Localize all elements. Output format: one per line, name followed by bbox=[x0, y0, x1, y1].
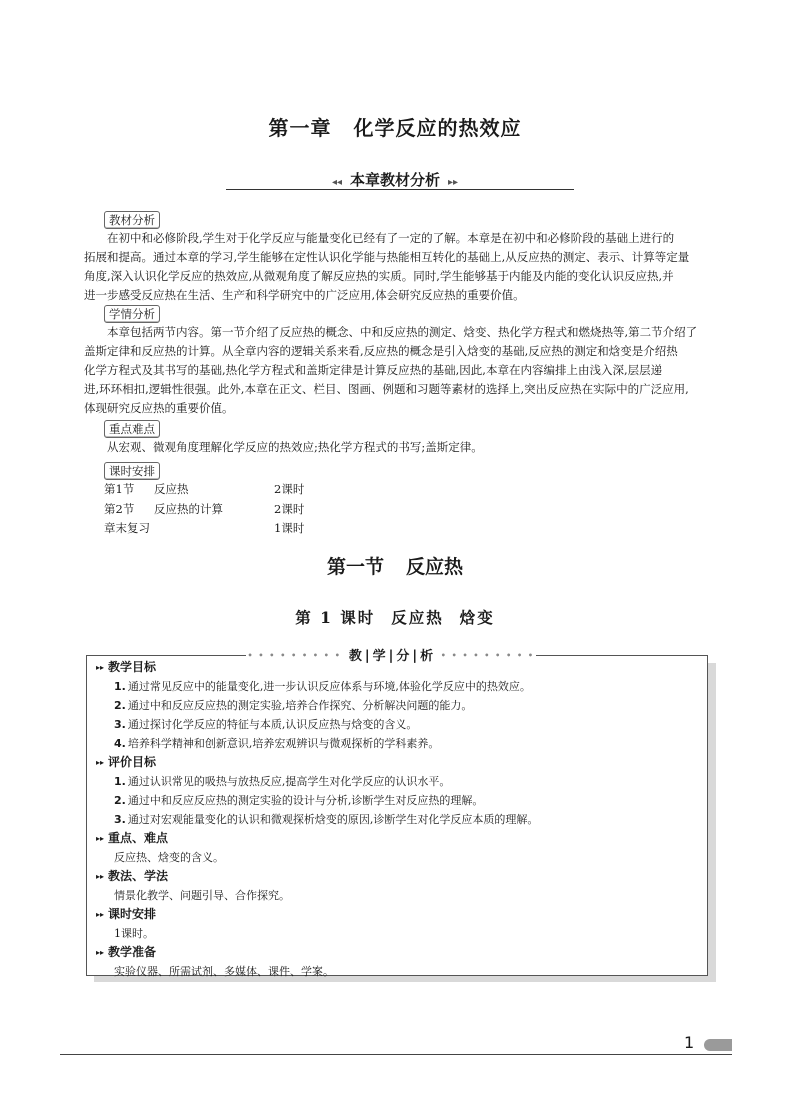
key-points-tag: 重点难点 bbox=[104, 420, 160, 438]
chapter-analysis-header bbox=[0, 169, 790, 190]
list-item: 3. 通过探讨化学反应的特征与本质,认识反应热与焓变的含义。 bbox=[114, 718, 418, 731]
chevron-icon: ▸▸ bbox=[96, 834, 105, 843]
text-line: 角度,深入认识化学反应的热效应,从微观角度了解反应热的实质。同时,学生能够基于内能及内能的变化认识反应热,并 bbox=[84, 269, 674, 283]
methods-text: 情景化教学、问题引导、合作探究。 bbox=[114, 889, 290, 902]
textbook-analysis-tag: 教材分析 bbox=[104, 211, 160, 229]
text-line: 化学方程式及其书写的基础,热化学方程式和盖斯定律是计算反应热的基础,因此,本章在内容编排上由浅入深,层层递 bbox=[84, 363, 663, 377]
list-item: 4. 培养科学精神和创新意识,培养宏观辨识与微观探析的学科素养。 bbox=[114, 737, 440, 750]
section-title: 第一节 反应热 bbox=[326, 556, 464, 578]
list-item: 3. 通过对宏观能量变化的认识和微观探析焓变的原因,诊断学生对化学反应本质的理解。 bbox=[114, 813, 539, 826]
text-line: 进,环环相扣,逻辑性很强。此外,本章在正文、栏目、图画、例题和习题等素材的选择上,突出反应热在实际中的广泛应用, bbox=[84, 382, 689, 396]
chevron-icon: ▸▸ bbox=[96, 910, 105, 919]
header-rule bbox=[226, 189, 574, 190]
list-item: 2. 通过中和反应反应热的测定实验的设计与分析,诊断学生对反应热的理解。 bbox=[114, 794, 484, 807]
student-analysis-tag: 学情分析 bbox=[104, 305, 160, 323]
page-number: 1 bbox=[684, 1033, 695, 1052]
chevron-icon: ▸▸ bbox=[96, 948, 105, 957]
text-line: 拓展和提高。通过本章的学习,学生能够在定性认识化学能与热能相互转化的基础上,从反应热的测定、表示、计算等定量 bbox=[84, 250, 690, 264]
text-line: 本章包括两节内容。第一节介绍了反应热的概念、中和反应热的测定、焓变、热化学方程式和燃烧热等,第二节介绍了 bbox=[107, 325, 698, 339]
chapter-name: 化学反应的热效应 bbox=[353, 116, 522, 140]
key-points-line: 从宏观、微观角度理解化学反应的热效应;热化学方程式的书写;盖斯定律。 bbox=[107, 440, 483, 454]
student-analysis-text bbox=[84, 323, 704, 418]
prep-heading: ▸▸ 教学准备 bbox=[96, 945, 157, 959]
schedule-tag: 课时安排 bbox=[104, 462, 160, 480]
list-item: 1. 通过认识常见的吸热与放热反应,提高学生对化学反应的认识水平。 bbox=[114, 775, 451, 788]
schedule-table bbox=[104, 480, 304, 539]
text-line: 盖斯定律和反应热的计算。从全章内容的逻辑关系来看,反应热的概念是引入焓变的基础,反应热的测定和焓变是介绍热 bbox=[84, 344, 678, 358]
schedule-row: 第1节 反应热 2课时 bbox=[104, 482, 305, 496]
list-item: 1. 通过常见反应中的能量变化,进一步认识反应体系与环境,体验化学反应中的热效应。 bbox=[114, 680, 531, 693]
chapter-number: 第一章 bbox=[268, 116, 332, 140]
goals-heading: ▸▸ 教学目标 bbox=[96, 660, 157, 674]
chevron-icon: ▸▸ bbox=[96, 872, 105, 881]
list-item: 2. 通过中和反应反应热的测定实验,培养合作探究、分析解决问题的能力。 bbox=[114, 699, 473, 712]
page-tab bbox=[704, 1039, 732, 1051]
prep-text: 实验仪器、所需试剂、多媒体、课件、学案。 bbox=[114, 965, 334, 978]
chevron-icon: ▸▸ bbox=[96, 758, 105, 767]
chapter-title bbox=[0, 112, 790, 141]
evaluation-heading: ▸▸ 评价目标 bbox=[96, 755, 157, 769]
hours-heading: ▸▸ 课时安排 bbox=[96, 907, 157, 921]
key-points-text bbox=[84, 438, 704, 457]
methods-heading: ▸▸ 教法、学法 bbox=[96, 869, 169, 883]
left-arrows-icon: ◂◂ bbox=[331, 177, 342, 188]
textbook-analysis-text bbox=[84, 229, 704, 305]
text-line: 体现研究反应热的重要价值。 bbox=[84, 401, 234, 415]
schedule-row: 第2节 反应热的计算 2课时 bbox=[104, 501, 305, 516]
teaching-analysis-header: • • • • • • • • • 教 | 学 | 分 | 析 • • • • • • • • • bbox=[246, 646, 536, 667]
text-line: 进一步感受反应热在生活、生产和科学研究中的广泛应用,体会研究反应热的重要价值。 bbox=[84, 288, 525, 302]
chevron-icon: ▸▸ bbox=[96, 663, 105, 672]
chapter-analysis-title: 本章教材分析 bbox=[349, 171, 440, 189]
footer-rule bbox=[60, 1054, 732, 1055]
schedule-row: 章末复习 1课时 bbox=[104, 521, 305, 535]
key-difficulties-heading: ▸▸ 重点、难点 bbox=[96, 831, 169, 845]
hours-text: 1课时。 bbox=[114, 927, 154, 940]
lesson-title: 第 1 课时 反应热 焓变 bbox=[295, 608, 495, 627]
right-arrows-icon: ▸▸ bbox=[448, 177, 459, 188]
key-difficulties-text: 反应热、焓变的含义。 bbox=[114, 851, 224, 864]
text-line: 在初中和必修阶段,学生对于化学反应与能量变化已经有了一定的了解。本章是在初中和必修阶段的基础上进行的 bbox=[107, 231, 675, 245]
